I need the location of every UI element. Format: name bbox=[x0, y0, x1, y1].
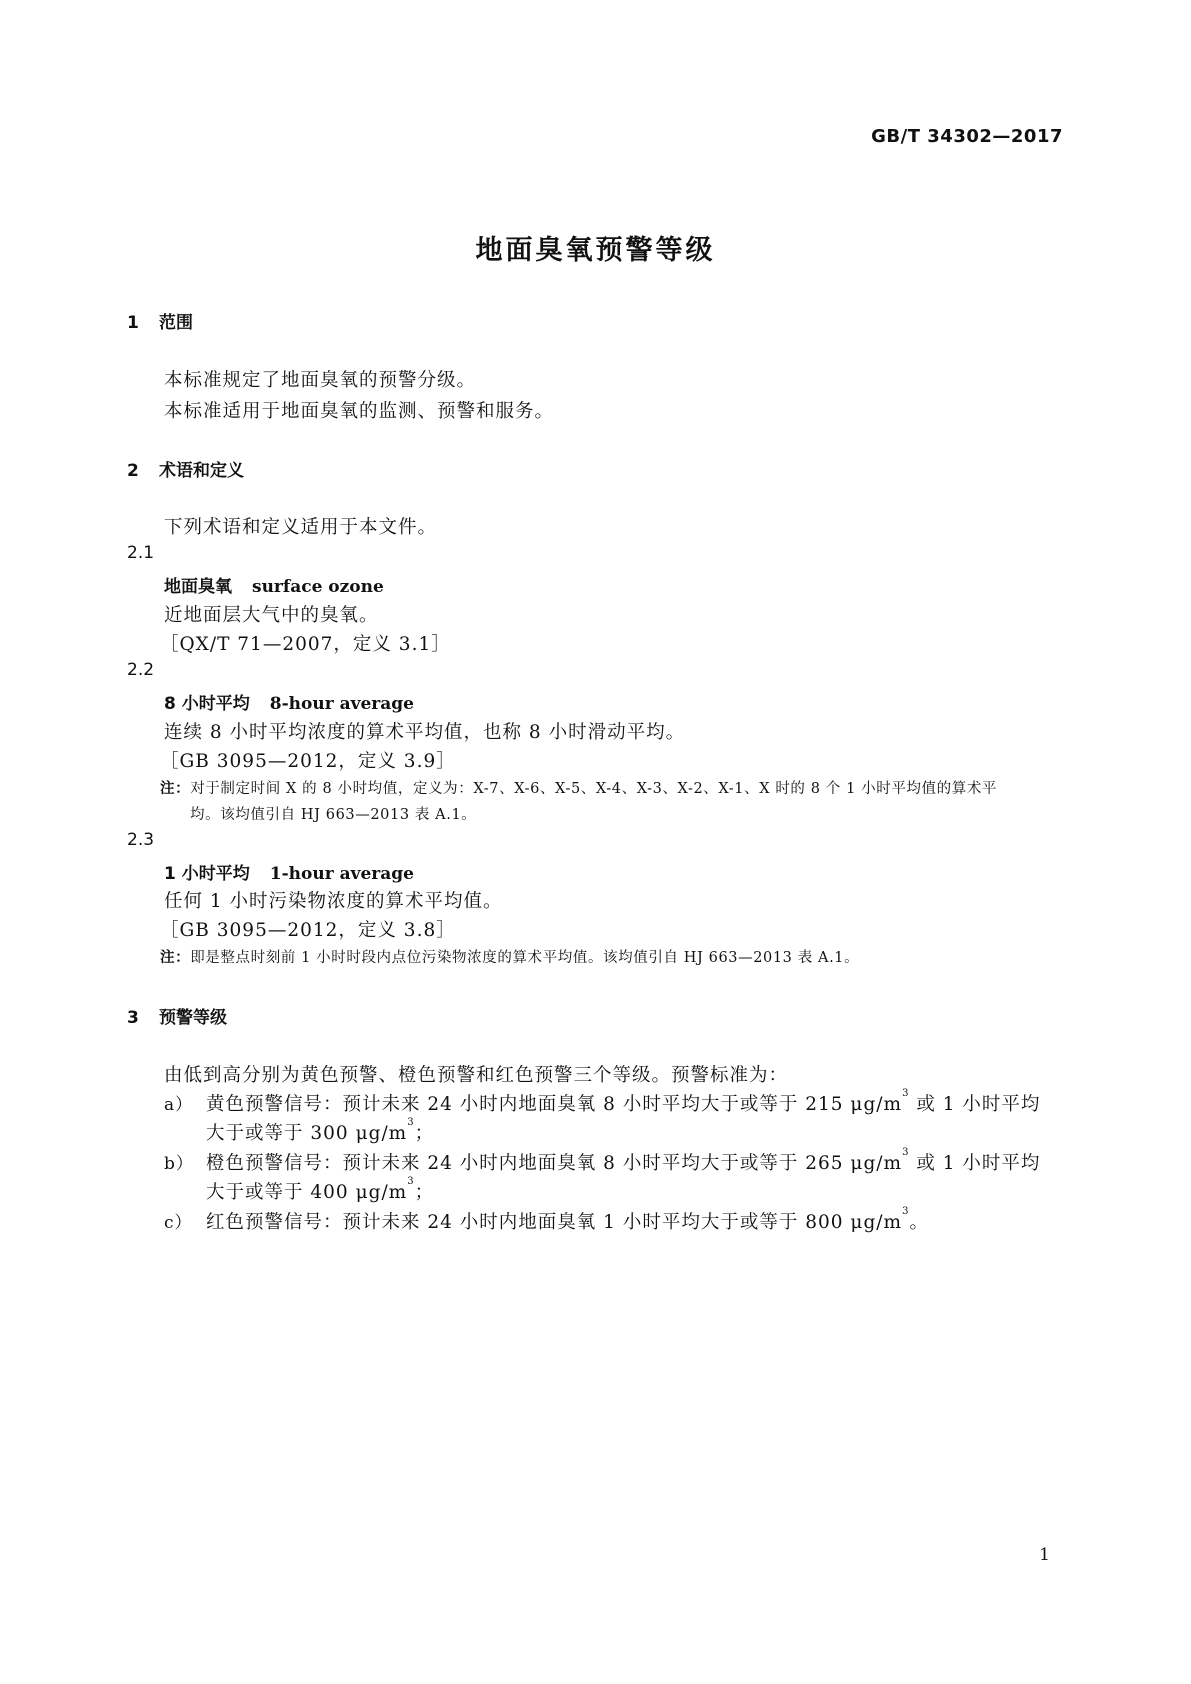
list-item bbox=[164, 1208, 929, 1234]
note-label: 注： bbox=[160, 781, 191, 797]
paragraph: 本标准规定了地面臭氧的预警分级。 bbox=[164, 370, 477, 391]
section-number: 3 bbox=[127, 1008, 139, 1028]
unit: $\mu g/m^3$ bbox=[850, 1206, 910, 1233]
list-item-text: 黄色预警信号：预计未来 24 小时内地面臭氧 8 小时平均大于或等于 215 bbox=[206, 1094, 851, 1115]
term-definition: 任何 1 小时污染物浓度的算术平均值。 bbox=[164, 891, 503, 912]
unit: $\mu g/m^3$ bbox=[850, 1147, 910, 1174]
unit: $\mu g/m^3$ bbox=[355, 1176, 415, 1203]
list-item-text-tail: 或 1 小时平均 bbox=[909, 1094, 1041, 1115]
list-item-label: c） bbox=[164, 1213, 193, 1233]
paragraph: 本标准适用于地面臭氧的监测、预警和服务。 bbox=[164, 401, 555, 422]
section-1-heading bbox=[127, 308, 193, 333]
page-number: 1 bbox=[1039, 1545, 1050, 1565]
term-cn: 1 小时平均 bbox=[164, 864, 250, 884]
term-entry bbox=[164, 689, 414, 714]
note-text: 对于制定时间 X 的 8 小时均值，定义为：X-7、X-6、X-5、X-4、X-3、X-2、X-1、X 时的 8 个 1 小时平均值的算术平 bbox=[190, 781, 998, 797]
note-label: 注： bbox=[160, 950, 191, 966]
term-source: ［GB 3095—2012，定义 3.9］ bbox=[160, 751, 456, 772]
section-title: 预警等级 bbox=[159, 1008, 227, 1028]
note bbox=[160, 946, 859, 967]
list-item-text: 橙色预警信号：预计未来 24 小时内地面臭氧 8 小时平均大于或等于 265 bbox=[206, 1153, 851, 1174]
section-number: 1 bbox=[127, 313, 139, 333]
clause-number: 2.3 bbox=[127, 830, 155, 850]
list-item-text-tail: 或 1 小时平均 bbox=[909, 1153, 1041, 1174]
list-item-continuation: 大于或等于 400 $\mu g/m^3$； bbox=[206, 1176, 435, 1203]
list-item-continuation: 大于或等于 300 $\mu g/m^3$； bbox=[206, 1117, 435, 1144]
term-source: ［GB 3095—2012，定义 3.8］ bbox=[160, 920, 456, 941]
unit: $\mu g/m^3$ bbox=[850, 1088, 910, 1115]
paragraph: 由低到高分别为黄色预警、橙色预警和红色预警三个等级。预警标准为： bbox=[164, 1065, 789, 1086]
term-en: 8-hour average bbox=[269, 694, 414, 714]
section-title: 术语和定义 bbox=[159, 461, 244, 481]
note-text: 即是整点时刻前 1 小时时段内点位污染物浓度的算术平均值。该均值引自 HJ 663—2013 表 A.1。 bbox=[190, 950, 860, 966]
standard-code: GB/T 34302—2017 bbox=[871, 126, 1063, 147]
term-definition: 近地面层大气中的臭氧。 bbox=[164, 605, 379, 626]
list-item-text-tail: 。 bbox=[909, 1212, 929, 1233]
list-item-text: 红色预警信号：预计未来 24 小时内地面臭氧 1 小时平均大于或等于 800 bbox=[206, 1212, 851, 1233]
note-continuation: 均。该均值引自 HJ 663—2013 表 A.1。 bbox=[190, 807, 477, 823]
list-item bbox=[164, 1090, 1040, 1116]
paragraph: 下列术语和定义适用于本文件。 bbox=[164, 517, 438, 538]
note bbox=[160, 777, 997, 798]
term-source: ［QX/T 71—2007，定义 3.1］ bbox=[160, 634, 451, 655]
section-title: 范围 bbox=[159, 313, 193, 333]
term-en: 1-hour average bbox=[269, 864, 414, 884]
list-item-label: a） bbox=[164, 1095, 194, 1115]
term-cn: 8 小时平均 bbox=[164, 694, 250, 714]
term-entry bbox=[164, 859, 414, 884]
clause-number: 2.2 bbox=[127, 660, 155, 680]
list-item bbox=[164, 1149, 1040, 1175]
clause-number: 2.1 bbox=[127, 543, 155, 563]
list-item-label: b） bbox=[164, 1154, 194, 1174]
term-definition: 连续 8 小时平均浓度的算术平均值，也称 8 小时滑动平均。 bbox=[164, 722, 686, 743]
section-number: 2 bbox=[127, 461, 139, 481]
section-3-heading bbox=[127, 1003, 227, 1028]
term-en: surface ozone bbox=[252, 577, 384, 597]
section-2-heading bbox=[127, 456, 244, 481]
term-entry bbox=[164, 572, 384, 597]
document-title: 地面臭氧预警等级 bbox=[475, 235, 716, 266]
unit: $\mu g/m^3$ bbox=[355, 1117, 415, 1144]
term-cn: 地面臭氧 bbox=[164, 577, 232, 597]
